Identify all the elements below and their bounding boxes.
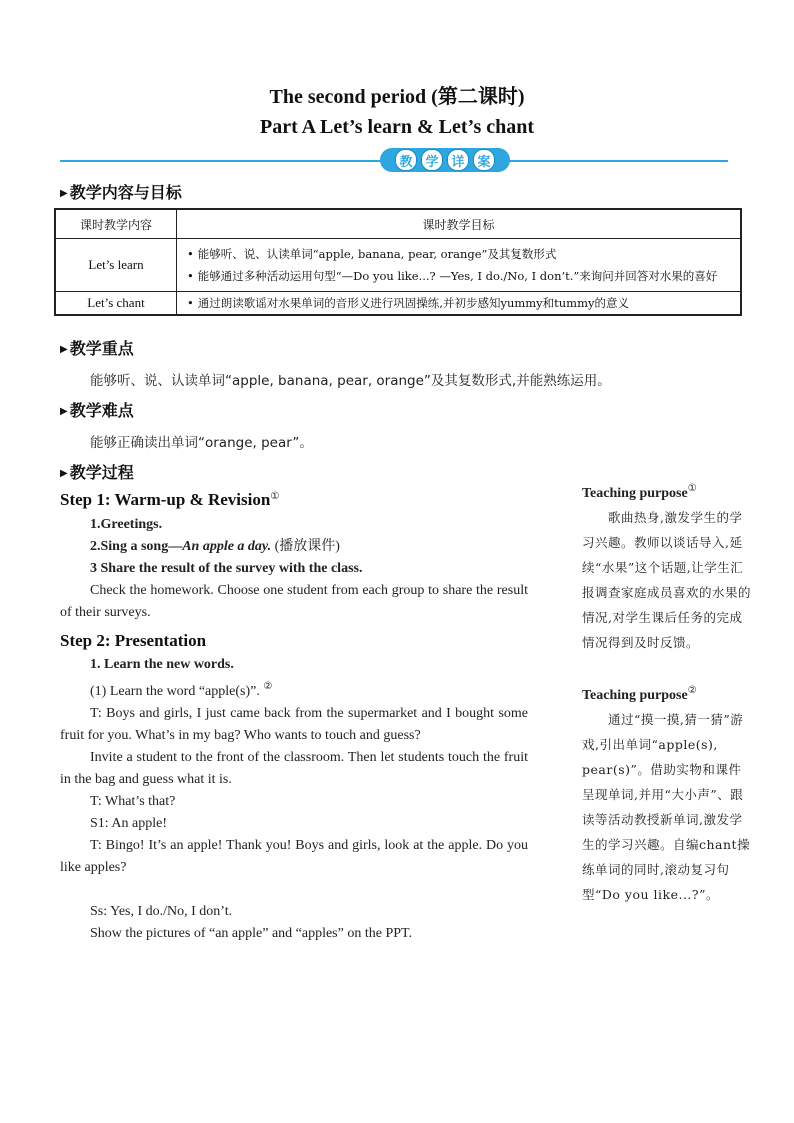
table-cell-goals bbox=[177, 239, 742, 292]
dialog-line: T: Bingo! It’s an apple! Thank you! Boys and girls, look at the apple. Do you like apples? bbox=[60, 838, 528, 875]
section-banner bbox=[60, 148, 728, 174]
step2-title: Step 2: Presentation bbox=[60, 631, 207, 650]
key-points-text: 能够听、说、认读单词“apple, banana, pear, orange”及其复数形式,并能熟练运用。 bbox=[90, 373, 611, 389]
step1-title bbox=[60, 490, 279, 510]
goal-item bbox=[187, 265, 734, 287]
goal-text: 能够通过多种活动运用句型“—Do you like...? —Yes, I do./No, I don’t.”来询问并回答对水果的喜好 bbox=[197, 269, 718, 283]
side-note-head bbox=[582, 478, 752, 505]
table-cell-goals bbox=[177, 292, 742, 316]
goal-text: 能够听、说、认读单词“apple, banana, pear, orange”及其复数形式 bbox=[197, 247, 557, 261]
goals-table bbox=[54, 208, 742, 316]
table-header-goals: 课时教学目标 bbox=[177, 209, 742, 239]
table-cell-content: Let’s chant bbox=[55, 292, 177, 316]
side-note-head-text: Teaching purpose bbox=[582, 688, 688, 703]
step1-body bbox=[60, 514, 528, 624]
section-heading-text: 教学难点 bbox=[69, 401, 134, 420]
goal-text: 通过朗读歌谣对水果单词的音形义进行巩固操练,并初步感知yummy和tummy的意义 bbox=[197, 296, 629, 310]
song-label: 2.Sing a song— bbox=[90, 539, 183, 554]
step1-paragraph: Check the homework. Choose one student from each group to share the result of their surveys. bbox=[60, 583, 528, 620]
triangle-bullet-icon: ▶ bbox=[60, 188, 68, 199]
section-heading-difficulties bbox=[60, 398, 134, 421]
dialog-line: Show the pictures of “an apple” and “apples” on the PPT. bbox=[90, 926, 413, 941]
table-row bbox=[55, 292, 741, 316]
table-cell-content: Let’s learn bbox=[55, 239, 177, 292]
side-note-1 bbox=[582, 478, 752, 655]
dialog-line: S1: An apple! bbox=[90, 816, 167, 831]
banner-char: 详 bbox=[447, 149, 469, 171]
table-header-content: 课时教学内容 bbox=[55, 209, 177, 239]
side-note-head bbox=[582, 680, 752, 707]
difficulties-text: 能够正确读出单词“orange, pear”。 bbox=[90, 435, 313, 451]
step1-title-text: Step 1: Warm-up & Revision bbox=[60, 490, 271, 509]
page-subtitle: Part A Let’s learn & Let’s chant bbox=[259, 116, 535, 138]
section-heading-process bbox=[60, 460, 134, 483]
table-header-row bbox=[55, 209, 741, 239]
triangle-bullet-icon: ▶ bbox=[60, 406, 68, 417]
footnote-marker: ① bbox=[687, 483, 697, 494]
side-note-body: 歌曲热身,激发学生的学习兴趣。教师以谈话导入,延续“水果”这个话题,让学生汇报调查家庭成员喜欢的水果的情况,对学生课后任务的完成情况得到及时反馈。 bbox=[582, 510, 752, 650]
step1-item-greetings: 1.Greetings. bbox=[90, 517, 163, 532]
section-heading-text: 教学过程 bbox=[69, 463, 134, 482]
section-heading-key-points bbox=[60, 336, 134, 359]
dialog-line: Invite a student to the front of the classroom. Then let students touch the fruit in the bag and guess what it is. bbox=[60, 750, 528, 787]
footnote-marker: ① bbox=[270, 491, 280, 502]
goal-item bbox=[187, 292, 734, 314]
side-note-body: 通过“摸一摸,猜一猜”游戏,引出单词“apple(s), pear(s)”。借助实物和课件呈现单词,并用“大小声”、跟读等活动教授新单词,激发学生的学习兴趣。自编chant操练单词的同时,滚动复习句型“Do you like...?”。 bbox=[582, 712, 751, 902]
step2-item-learn: 1. Learn the new words. bbox=[90, 657, 234, 672]
banner-char: 案 bbox=[473, 149, 495, 171]
song-title: An apple a day. bbox=[182, 539, 272, 554]
side-note-2 bbox=[582, 680, 752, 907]
page-title: The second period (第二课时) bbox=[269, 86, 525, 108]
bullet-icon: • bbox=[187, 247, 194, 261]
bullet-icon: • bbox=[187, 296, 194, 310]
footnote-marker: ② bbox=[687, 685, 697, 696]
step1-item-song bbox=[60, 536, 528, 558]
triangle-bullet-icon: ▶ bbox=[60, 344, 68, 355]
banner-char: 学 bbox=[421, 149, 443, 171]
side-note-head-text: Teaching purpose bbox=[582, 486, 688, 501]
triangle-bullet-icon: ▶ bbox=[60, 468, 68, 479]
sub-text: (1) Learn the word “apple(s)”. bbox=[90, 684, 260, 699]
section-heading-content-goals bbox=[60, 180, 182, 203]
bullet-icon: • bbox=[187, 269, 194, 283]
step2-sub-apple bbox=[60, 676, 528, 703]
step1-item-survey: 3 Share the result of the survey with the class. bbox=[90, 561, 363, 576]
banner-char: 教 bbox=[395, 149, 417, 171]
dialog-line: T: Boys and girls, I just came back from the supermarket and I bought some fruit for you. What’s in my bag? Who wants to touch and guess? bbox=[60, 706, 528, 743]
song-note: (播放课件) bbox=[271, 539, 340, 554]
table-row bbox=[55, 239, 741, 292]
dialog-line: Ss: Yes, I do./No, I don’t. bbox=[90, 904, 233, 919]
banner-pill bbox=[380, 148, 510, 172]
section-heading-text: 教学重点 bbox=[69, 339, 134, 358]
goal-item bbox=[187, 243, 734, 265]
step2-body bbox=[60, 654, 528, 945]
dialog-line: T: What’s that? bbox=[90, 794, 176, 809]
footnote-marker: ② bbox=[263, 681, 273, 692]
section-heading-text: 教学内容与目标 bbox=[69, 183, 182, 202]
